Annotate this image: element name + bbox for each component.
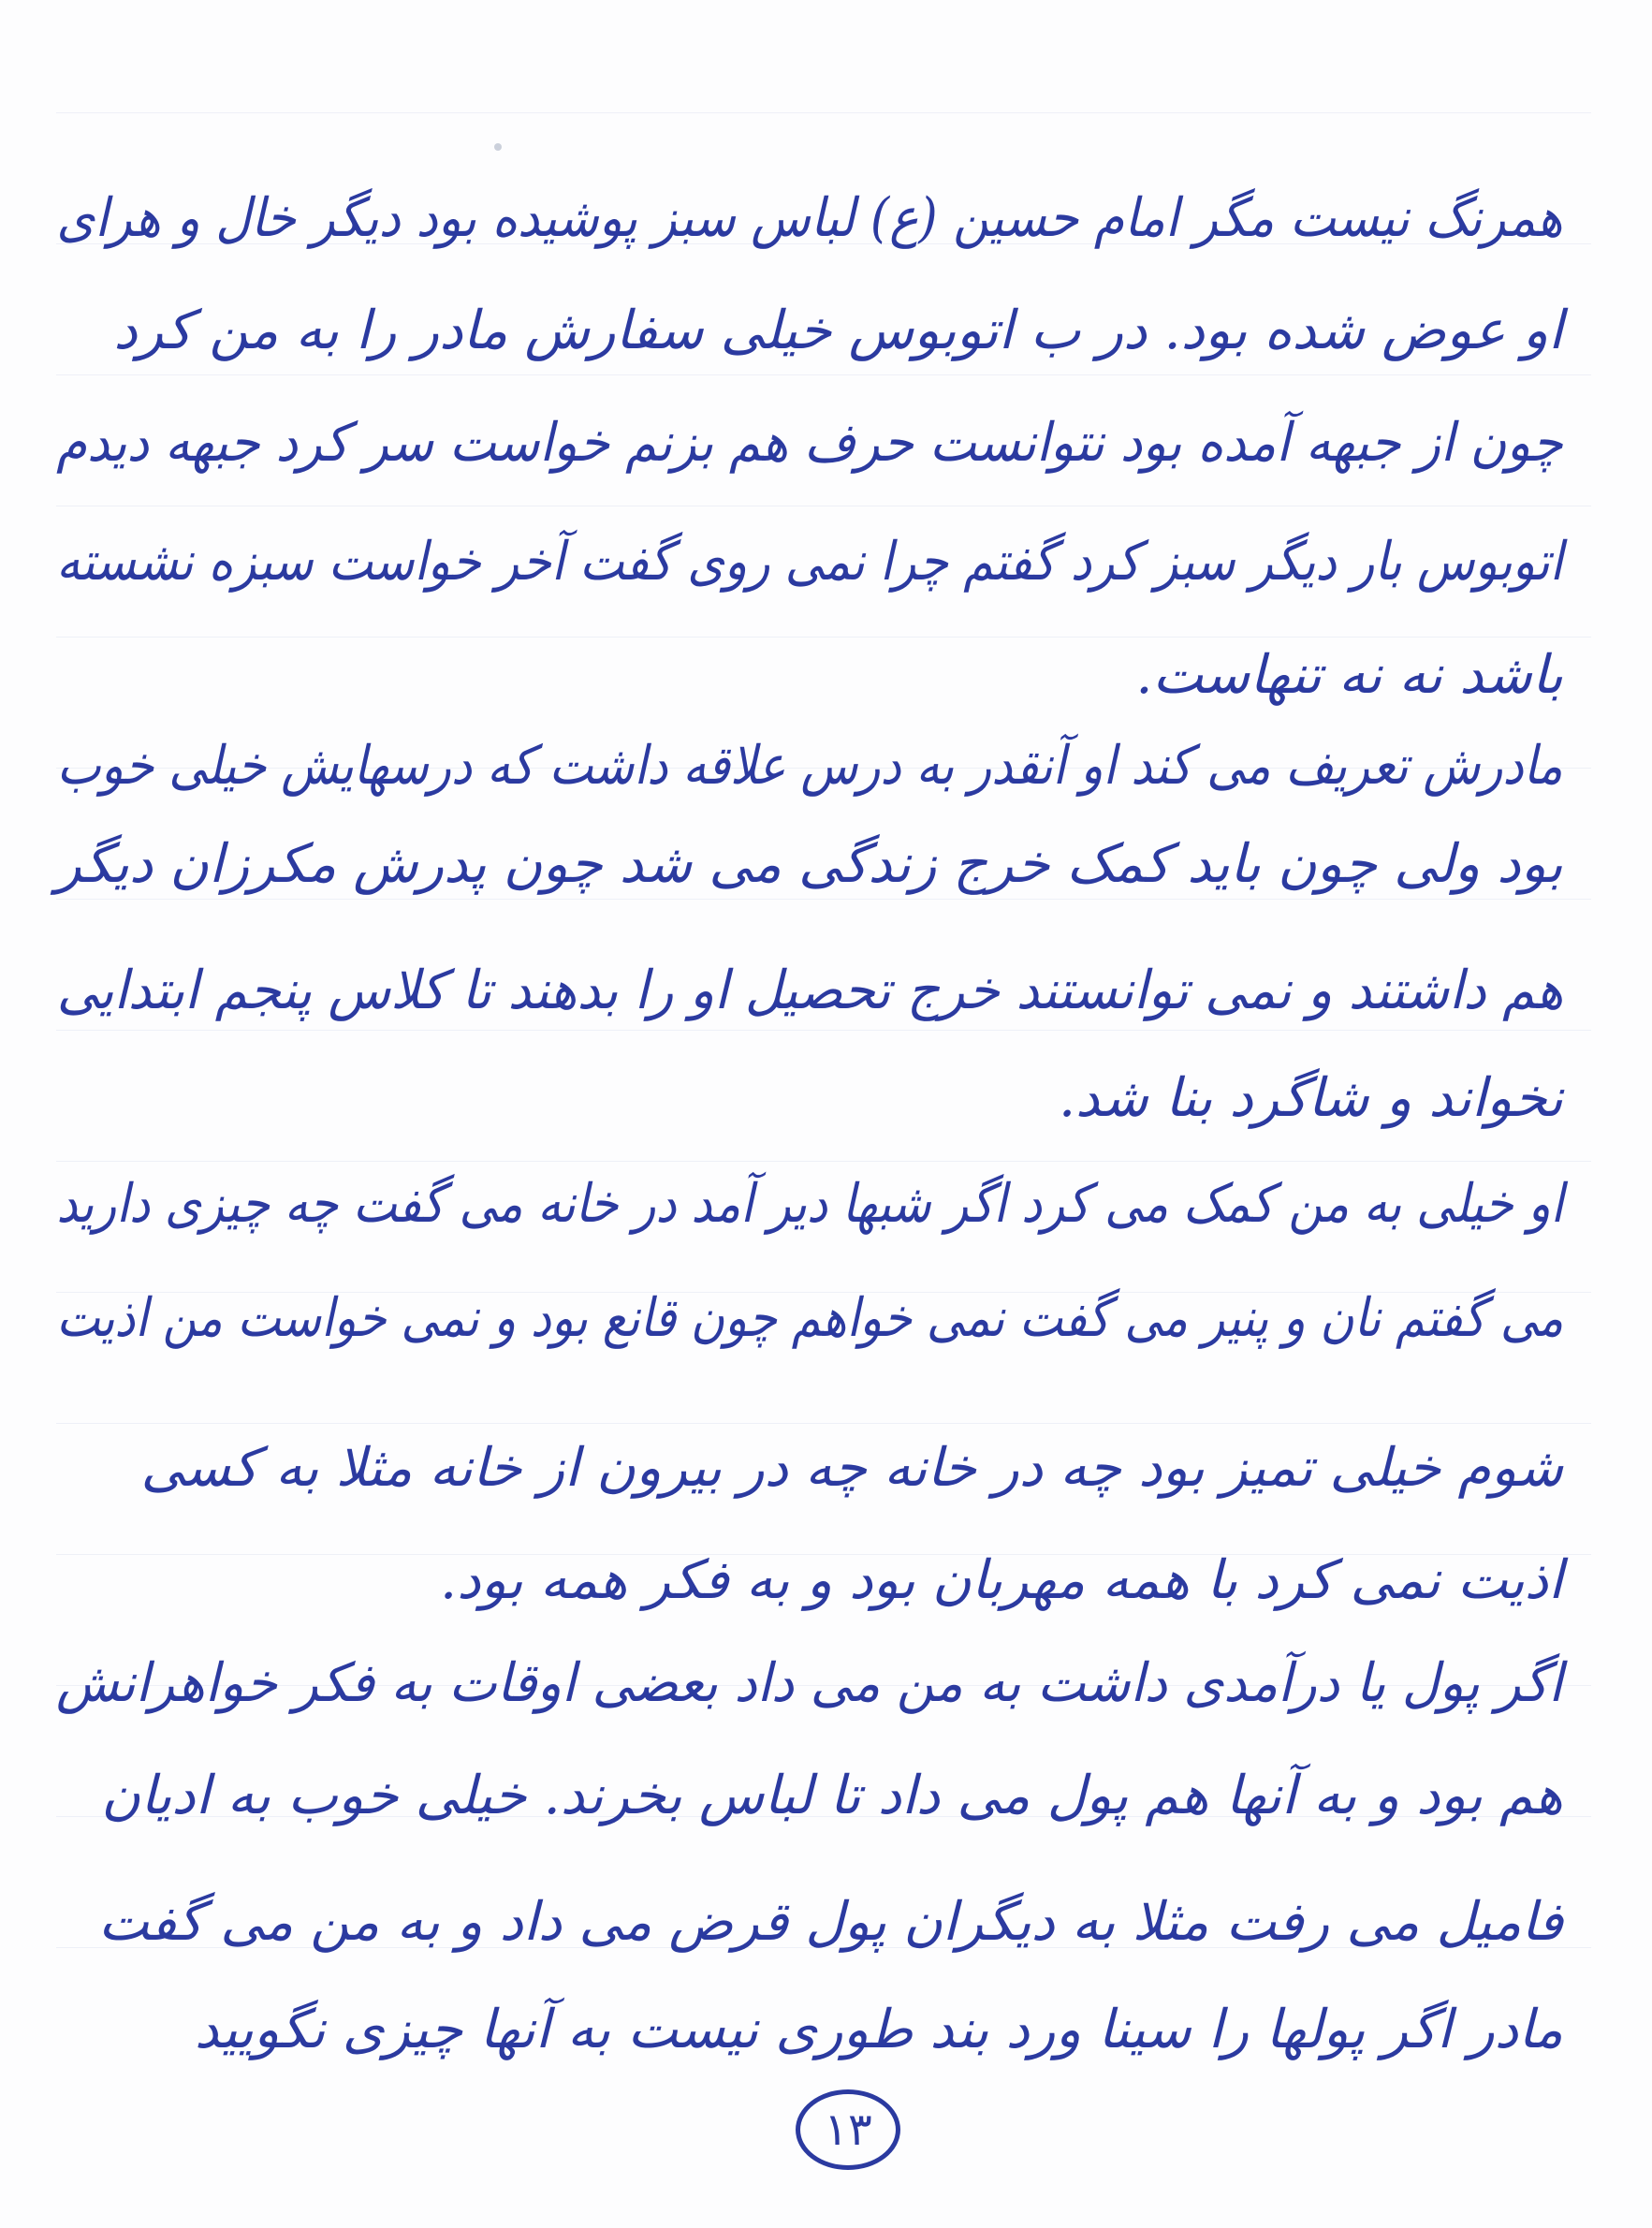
text-line: مادر اگر پولها را سینا ورد بند طوری نیست به آنها چیزی نگویید (194, 1999, 1563, 2060)
page-number: ۱۳ (796, 2089, 900, 2170)
ink-spot (494, 143, 502, 151)
ruled-line (56, 112, 1591, 113)
ruled-line (56, 1161, 1591, 1162)
text-line: چون از جبهه آمده بود نتوانست حرف هم بزنم خواست سر کرد جبهه دیدم (56, 412, 1563, 474)
text-line: هم بود و به آنها هم پول می داد تا لباس بخرند. خیلی خوب به ادیان (101, 1765, 1563, 1826)
text-line: هم داشتند و نمی توانستند خرج تحصیل او را بدهند تا کلاس پنجم ابتدایی (56, 960, 1563, 1021)
text-line: بود ولی چون باید کمک خرج زندگی می شد چون پدرش مکرزان دیگر (55, 833, 1563, 895)
text-line: می گفتم نان و پنیر می گفت نمی خواهم چون قانع بود و نمی خواست من اذیت (55, 1287, 1563, 1349)
text-line: او خیلی به من کمک می کرد اگر شبها دیر آمد در خانه می گفت چه چیزی دارید (55, 1173, 1563, 1235)
ruled-line (56, 1030, 1591, 1031)
ruled-line (56, 1423, 1591, 1424)
ruled-line (56, 637, 1591, 638)
text-line: همرنگ نیست مگر امام حسین (ع) لباس سبز پوشیده بود دیگر خال و هرای (56, 187, 1563, 249)
text-line: اتوبوس بار دیگر سبز کرد گفتم چرا نمی روی گفت آخر خواست سبزه نشسته (56, 531, 1563, 593)
text-line: مادرش تعریف می کند او آنقدر به درس علاقه داشت که درسهایش خیلی خوب (57, 735, 1563, 797)
ruled-line (56, 374, 1591, 375)
text-line: شوم خیلی تمیز بود چه در خانه چه در بیرون از خانه مثلا به کسی (140, 1437, 1563, 1499)
ruled-line (56, 899, 1591, 900)
text-line: اذیت نمی کرد با همه مهربان بود و به فکر همه بود. (439, 1549, 1563, 1611)
text-line: فامیل می رفت مثلا به دیگران پول قرض می داد و به من می گفت (98, 1891, 1563, 1953)
text-line: باشد نه نه تنهاست. (1135, 644, 1563, 706)
text-line: اگر پول یا درآمدی داشت به من می داد بعضی اوقات به فکر خواهرانش (56, 1652, 1563, 1714)
text-line: او عوض شده بود. در ب اتوبوس خیلی سفارش مادر را به من کرد (113, 300, 1563, 361)
text-line: نخواند و شاگرد بنا شد. (1058, 1067, 1563, 1129)
